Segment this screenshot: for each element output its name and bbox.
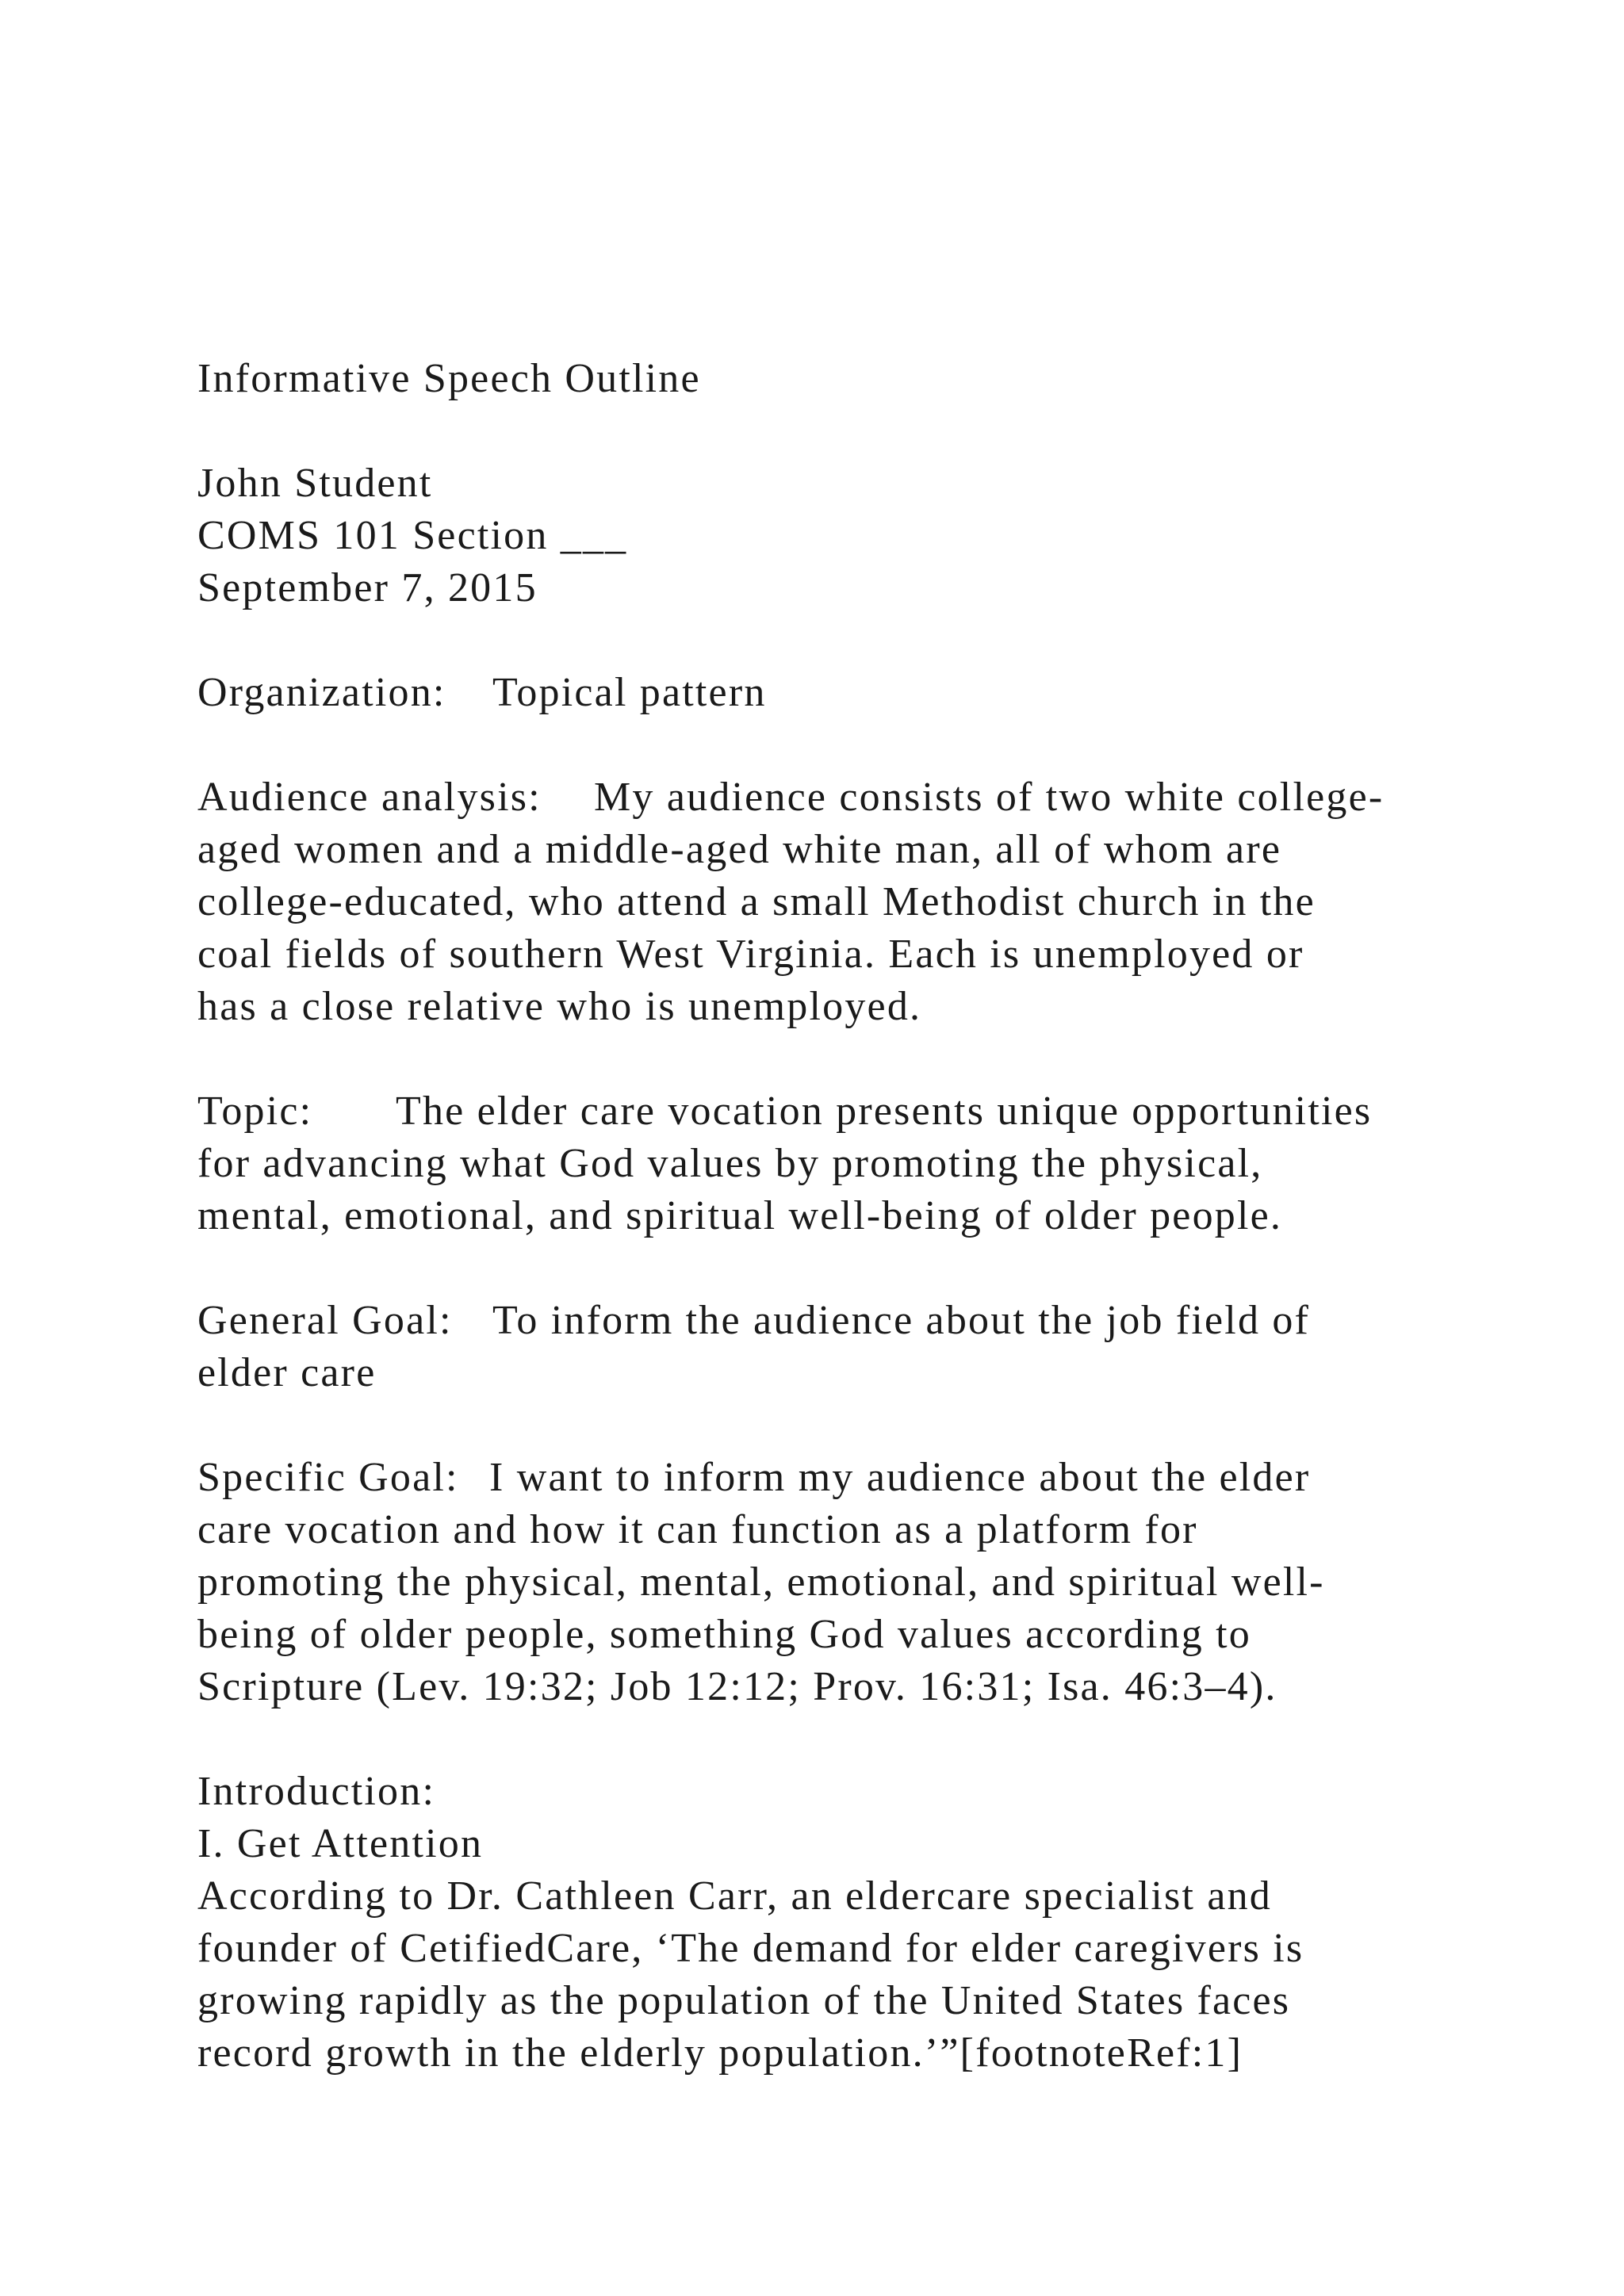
specific-goal-label: Specific Goal: — [197, 1455, 459, 1500]
document-date: September 7, 2015 — [197, 565, 538, 610]
topic-text: The elder care vocation presents unique opportunities — [396, 1089, 1373, 1134]
section-heading-get-attention: I. Get Attention — [197, 1821, 484, 1866]
topic-line — [197, 1091, 1372, 1132]
audience-analysis-line — [197, 777, 1384, 818]
topic-text: mental, emotional, and spiritual well-being of older people. — [197, 1193, 1283, 1238]
organization-value: Topical pattern — [492, 670, 767, 715]
introduction-text: growing rapidly as the population of the United States faces — [197, 1978, 1291, 2023]
specific-goal-text: care vocation and how it can function as a platform for — [197, 1507, 1198, 1552]
specific-goal-text: being of older people, something God values according to — [197, 1612, 1252, 1657]
introduction-text: founder of CetifiedCare, ‘The demand for elder caregivers is — [197, 1926, 1304, 1971]
general-goal-label: General Goal: — [197, 1298, 453, 1343]
course-section: COMS 101 Section ___ — [197, 513, 628, 558]
introduction-text: record growth in the elderly population.’”[footnoteRef:1] — [197, 2030, 1243, 2076]
specific-goal-text: Scripture (Lev. 19:32; Job 12:12; Prov. 16:31; Isa. 46:3–4). — [197, 1664, 1277, 1709]
general-goal-text: elder care — [197, 1350, 377, 1395]
organization-line — [197, 672, 767, 714]
introduction-heading: Introduction: — [197, 1769, 436, 1814]
specific-goal-text: promoting the physical, mental, emotional, and spiritual well- — [197, 1559, 1325, 1605]
specific-goal-line — [197, 1457, 1310, 1498]
organization-label: Organization: — [197, 670, 446, 715]
audience-analysis-text: coal fields of southern West Virginia. Each is unemployed or — [197, 932, 1304, 977]
general-goal-line — [197, 1300, 1310, 1341]
general-goal-text: To inform the audience about the job field of — [492, 1298, 1311, 1343]
audience-analysis-label: Audience analysis: — [197, 775, 542, 820]
audience-analysis-text: has a close relative who is unemployed. — [197, 984, 922, 1029]
audience-analysis-text: college-educated, who attend a small Methodist church in the — [197, 879, 1316, 924]
audience-analysis-text: aged women and a middle-aged white man, all of whom are — [197, 827, 1282, 872]
specific-goal-text: I want to inform my audience about the elder — [489, 1455, 1311, 1500]
author-name: John Student — [197, 461, 433, 506]
topic-label: Topic: — [197, 1089, 313, 1134]
audience-analysis-text: My audience consists of two white college- — [594, 775, 1385, 820]
introduction-text: According to Dr. Cathleen Carr, an eldercare specialist and — [197, 1873, 1272, 1919]
topic-text: for advancing what God values by promoting the physical, — [197, 1141, 1263, 1186]
document-title: Informative Speech Outline — [197, 356, 701, 401]
